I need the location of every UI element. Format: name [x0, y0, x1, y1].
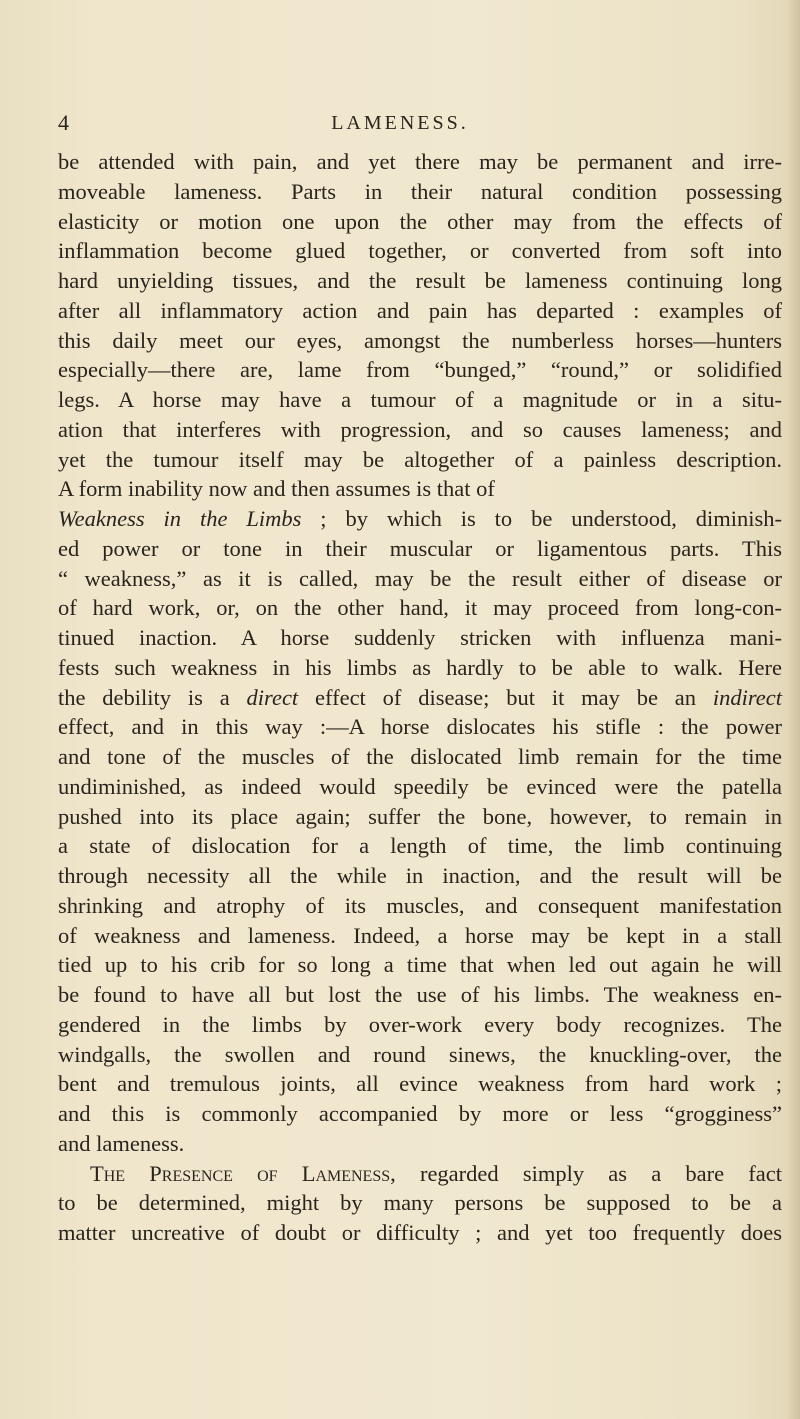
text-line: hard unyielding tissues, and the result be lameness continuing long	[58, 268, 782, 293]
text-line: A form inability now and then assumes is that of	[58, 476, 495, 502]
text-line: to be determined, might by many persons be supposed to be a	[58, 1190, 782, 1216]
text-line: be attended with pain, and yet there may be permanent and irre-	[58, 149, 782, 174]
text-line: shrinking and atrophy of its muscles, and consequent manifestation	[58, 892, 782, 918]
text-line: and tone of the muscles of the dislocated limb remain for the time	[58, 744, 782, 769]
text-line: ed power or tone in their muscular or ligamentous parts. This	[58, 535, 782, 561]
text-line-direct-indirect	[58, 683, 782, 713]
text-line: windgalls, the swollen and round sinews, the knuckling-over, the	[58, 1041, 782, 1067]
text-line-weakness	[58, 504, 782, 534]
text-line: inflammation become glued together, or converted from soft into	[58, 238, 782, 264]
page-edge-shadow	[786, 0, 800, 1419]
text-fragment: regarded simply as a bare fact	[395, 1160, 782, 1186]
text-line: this daily meet our eyes, amongst the numberless horses—hunters	[58, 327, 782, 353]
text-line: through necessity all the while in inaction, and the result will be	[58, 863, 782, 888]
text-line: of weakness and lameness. Indeed, a horse may be kept in a stall	[58, 922, 782, 948]
text-line: yet the tumour itself may be altogether of a painless description.	[58, 446, 782, 472]
italic-word-direct: direct	[246, 684, 299, 710]
page-number: 4	[58, 110, 69, 135]
text-line: especially—there are, lame from “bunged,” “round,” or solidified	[58, 357, 782, 383]
text-line-presence	[58, 1159, 782, 1189]
body-text	[58, 147, 782, 1248]
text-line: and this is commonly accompanied by more or less “grogginess”	[58, 1101, 782, 1126]
text-fragment: ; by which is to be understood, diminish-	[301, 506, 782, 531]
text-fragment: effect of disease; but it may be an	[298, 684, 713, 710]
smallcaps-heading-presence: The Presence of Lameness,	[90, 1160, 396, 1186]
text-line: “ weakness,” as it is called, may be the result either of disease or	[58, 565, 782, 591]
text-line: moveable lameness. Parts in their natural condition possessing	[58, 178, 782, 204]
text-line: of hard work, or, on the other hand, it may proceed from long-con-	[58, 595, 782, 621]
text-line: tied up to his crib for so long a time that when led out again he will	[58, 952, 782, 978]
text-line: legs. A horse may have a tumour of a magnitude or in a situ-	[58, 387, 782, 412]
text-fragment: the debility is a	[58, 684, 247, 710]
text-line: tinued inaction. A horse suddenly stricken with influenza mani-	[58, 625, 782, 650]
text-line: matter uncreative of doubt or difficulty ; and yet too frequently does	[58, 1220, 782, 1245]
page-header	[0, 106, 800, 140]
text-line: after all inflammatory action and pain has departed : examples of	[58, 297, 782, 323]
text-line: ation that interferes with progression, and so causes lameness; and	[58, 416, 782, 442]
italic-word-indirect: indirect	[712, 684, 782, 710]
text-line: pushed into its place again; suffer the bone, however, to remain in	[58, 803, 782, 829]
text-line: gendered in the limbs by over-work every body recognizes. The	[58, 1011, 782, 1037]
italic-heading-weakness: Weakness in the Limbs	[58, 506, 302, 531]
text-line: elasticity or motion one upon the other may from the effects of	[58, 208, 782, 234]
text-line: bent and tremulous joints, all evince weakness from hard work ;	[58, 1071, 782, 1097]
running-title: LAMENESS.	[331, 112, 469, 134]
text-line: and lameness.	[58, 1130, 185, 1156]
text-line: be found to have all but lost the use of his limbs. The weakness en-	[58, 982, 782, 1007]
text-line: undiminished, as indeed would speedily be evinced were the patella	[58, 773, 782, 799]
text-line: fests such weakness in his limbs as hardly to be able to walk. Here	[58, 654, 782, 680]
text-line: effect, and in this way :—A horse dislocates his stifle : the power	[58, 714, 782, 740]
text-line: a state of dislocation for a length of time, the limb continuing	[58, 833, 782, 859]
